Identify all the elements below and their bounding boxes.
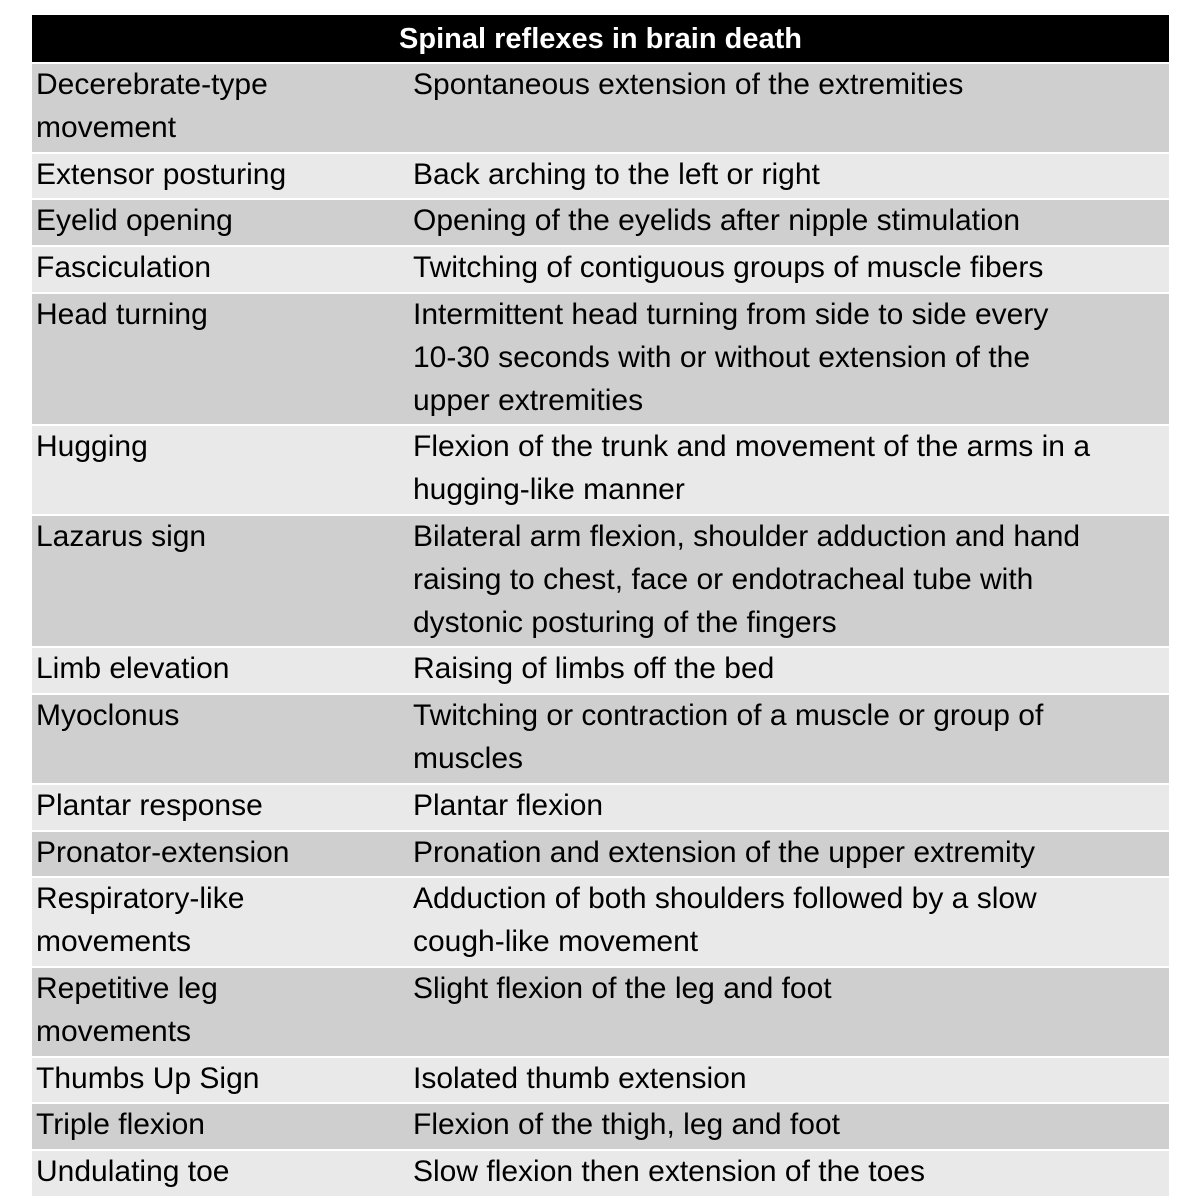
- reflex-description-line: Isolated thumb extension: [413, 1061, 747, 1095]
- reflex-name-cell: [32, 426, 409, 514]
- table-row: [32, 966, 1169, 1056]
- reflex-name-cell: [32, 1151, 409, 1196]
- reflex-name-cell: [32, 785, 409, 830]
- reflex-name-line: Eyelid opening: [36, 204, 233, 238]
- reflex-name-cell: [32, 200, 409, 245]
- reflex-name-line: Myoclonus: [36, 699, 180, 733]
- reflex-name-line: Hugging: [36, 430, 148, 464]
- reflex-name-line: Extensor posturing: [36, 157, 287, 191]
- reflex-description-cell: [409, 1058, 1169, 1103]
- reflex-description-cell: [409, 1104, 1169, 1149]
- reflex-description-cell: [409, 294, 1169, 424]
- table-row: [32, 1056, 1169, 1103]
- reflex-description-line: hugging-like manner: [413, 473, 685, 507]
- reflex-name-line: movements: [36, 1014, 192, 1048]
- table-row: [32, 245, 1169, 292]
- reflex-name-line: Repetitive leg: [36, 971, 218, 1005]
- table-row: [32, 514, 1169, 646]
- table-body: [32, 62, 1169, 1196]
- reflex-description-line: Adduction of both shoulders followed by a slow: [413, 882, 1037, 916]
- reflex-description-line: Raising of limbs off the bed: [413, 652, 775, 686]
- table-row: [32, 783, 1169, 830]
- reflex-description-cell: [409, 878, 1169, 966]
- reflex-description-line: Twitching or contraction of a muscle or group of: [413, 699, 1044, 733]
- reflex-description-line: Slow flexion then extension of the toes: [413, 1155, 925, 1189]
- reflex-description-line: Slight flexion of the leg and foot: [413, 971, 832, 1005]
- reflex-description-line: muscles: [413, 741, 524, 775]
- reflex-description-cell: [409, 200, 1169, 245]
- reflex-name-line: Undulating toe: [36, 1155, 230, 1189]
- reflex-description-line: 10-30 seconds with or without extension of the: [413, 340, 1031, 374]
- reflex-name-cell: [32, 832, 409, 877]
- reflex-description-cell: [409, 426, 1169, 514]
- table-row: [32, 424, 1169, 514]
- reflex-description-line: Twitching of contiguous groups of muscle fibers: [413, 251, 1044, 285]
- reflex-description-line: raising to chest, face or endotracheal tube with: [413, 562, 1034, 596]
- reflex-name-cell: [32, 1104, 409, 1149]
- reflex-name-cell: [32, 1058, 409, 1103]
- reflex-description-line: upper extremities: [413, 383, 644, 417]
- reflex-name-line: Limb elevation: [36, 652, 230, 686]
- reflex-name-cell: [32, 247, 409, 292]
- reflex-name-line: Respiratory-like: [36, 882, 245, 916]
- reflex-name-cell: [32, 294, 409, 424]
- reflex-description-cell: [409, 516, 1169, 646]
- table-row: [32, 1102, 1169, 1149]
- reflex-description-cell: [409, 832, 1169, 877]
- reflex-name-cell: [32, 154, 409, 199]
- table-row: [32, 198, 1169, 245]
- table-row: [32, 152, 1169, 199]
- table-row: [32, 62, 1169, 152]
- reflex-name-cell: [32, 516, 409, 646]
- reflex-name-line: movements: [36, 925, 192, 959]
- reflex-description-line: Bilateral arm flexion, shoulder adduction and hand: [413, 519, 1081, 553]
- reflex-name-cell: [32, 648, 409, 693]
- reflex-description-cell: [409, 695, 1169, 783]
- table-row: [32, 292, 1169, 424]
- reflex-description-cell: [409, 968, 1169, 1056]
- reflex-description-cell: [409, 785, 1169, 830]
- table-row: [32, 646, 1169, 693]
- reflex-name-line: Thumbs Up Sign: [36, 1061, 260, 1095]
- table-row: [32, 830, 1169, 877]
- reflex-description-line: Spontaneous extension of the extremities: [413, 68, 964, 101]
- reflex-description-line: Plantar flexion: [413, 788, 604, 822]
- reflex-description-cell: [409, 648, 1169, 693]
- reflex-description-line: Back arching to the left or right: [413, 157, 820, 191]
- reflex-description-cell: [409, 154, 1169, 199]
- reflex-description-line: Flexion of the thigh, leg and foot: [413, 1108, 840, 1142]
- reflex-name-line: Lazarus sign: [36, 519, 207, 553]
- reflex-description-line: Intermittent head turning from side to side every: [413, 297, 1049, 331]
- table-row: [32, 876, 1169, 966]
- reflex-description-line: Flexion of the trunk and movement of the arms in a: [413, 430, 1091, 464]
- reflex-name-line: Pronator-extension: [36, 835, 290, 869]
- reflex-name-cell: [32, 968, 409, 1056]
- reflex-name-line: Plantar response: [36, 788, 263, 822]
- reflex-name-line: Decerebrate-type: [36, 68, 268, 101]
- reflex-name-line: Fasciculation: [36, 251, 212, 285]
- reflex-description-cell: [409, 247, 1169, 292]
- reflex-name-line: Triple flexion: [36, 1108, 205, 1142]
- reflex-description-line: Opening of the eyelids after nipple stimulation: [413, 204, 1021, 238]
- reflex-name-cell: [32, 695, 409, 783]
- table-row: [32, 693, 1169, 783]
- reflex-description-line: Pronation and extension of the upper extremity: [413, 835, 1036, 869]
- table-title: Spinal reflexes in brain death: [32, 15, 1169, 62]
- reflex-table: [32, 15, 1169, 1196]
- reflex-description-cell: [409, 64, 1169, 152]
- reflex-name-line: Head turning: [36, 297, 208, 331]
- reflex-description-line: cough-like movement: [413, 925, 699, 959]
- reflex-name-cell: [32, 64, 409, 152]
- reflex-description-cell: [409, 1151, 1169, 1196]
- table-row: [32, 1149, 1169, 1196]
- reflex-name-cell: [32, 878, 409, 966]
- reflex-name-line: movement: [36, 110, 177, 144]
- reflex-description-line: dystonic posturing of the fingers: [413, 605, 837, 639]
